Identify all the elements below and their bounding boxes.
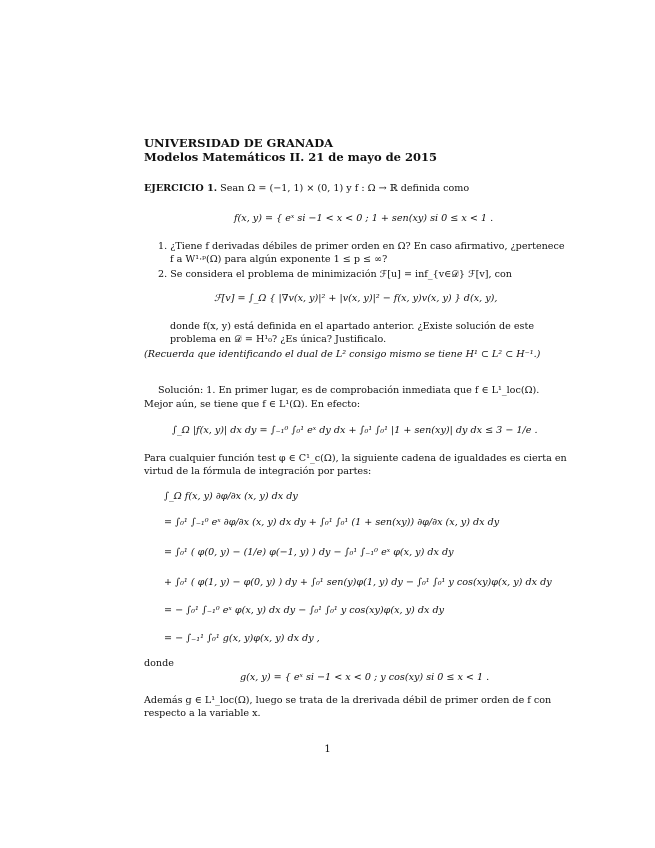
- test-function-line1: Para cualquier función test φ ∈ C¹_c(Ω), la siguiente cadena de igualdades es cierta en: [144, 453, 567, 464]
- l1-estimate-equation: ∫_Ω |f(x, y)| dx dy = ∫₋₁⁰ ∫₀¹ eˣ dy dx + ∫₀¹ ∫₀¹ |1 + sen(xy)| dy dx ≤ 3 − 1/e .: [172, 425, 538, 436]
- chain-line-5: = − ∫₋₁¹ ∫₀¹ g(x, y)φ(x, y) dx dy ,: [164, 633, 320, 644]
- chain-line-3: + ∫₀¹ ( φ(1, y) − φ(0, y) ) dy + ∫₀¹ sen(y)φ(1, y) dy − ∫₀¹ ∫₀¹ y cos(xy)φ(x, y) dx dy: [164, 577, 552, 588]
- chain-line-1: = ∫₀¹ ∫₋₁⁰ eˣ ∂φ/∂x (x, y) dx dy + ∫₀¹ ∫₀¹ (1 + sen(xy)) ∂φ/∂x (x, y) dx dy: [164, 517, 500, 528]
- donde-label: donde: [144, 658, 174, 669]
- final-line1: Además g ∈ L¹_loc(Ω), luego se trata de la drerivada débil de primer orden de f con: [144, 695, 552, 706]
- solution-line1: Solución: 1. En primer lugar, es de comprobación inmediata que f ∈ L¹_loc(Ω).: [158, 385, 540, 396]
- question-1-line2: f a W¹·ᵖ(Ω) para algún exponente 1 ≤ p ≤ ∞?: [170, 254, 388, 265]
- exercise-intro-line: [144, 182, 469, 195]
- chain-line-4: = − ∫₀¹ ∫₋₁⁰ eˣ φ(x, y) dx dy − ∫₀¹ ∫₀¹ y cos(xy)φ(x, y) dx dy: [164, 605, 445, 616]
- definition-g: g(x, y) = { eˣ si −1 < x < 0 ; y cos(xy) si 0 ≤ x < 1 .: [240, 672, 490, 683]
- question-2-line3: problema en 𝒟 = H¹₀? ¿Es única? Justificalo.: [170, 334, 387, 345]
- definition-f: f(x, y) = { eˣ si −1 < x < 0 ; 1 + sen(xy) si 0 ≤ x < 1 .: [234, 213, 494, 224]
- question-2-line2: donde f(x, y) está definida en el apartado anterior. ¿Existe solución de este: [170, 321, 535, 332]
- solution-line2: Mejor aún, se tiene que f ∈ L¹(Ω). En efecto:: [144, 399, 361, 410]
- final-line2: respecto a la variable x.: [144, 708, 261, 719]
- chain-line-2: = ∫₀¹ ( φ(0, y) − (1/e) φ(−1, y) ) dy − ∫₀¹ ∫₋₁⁰ eˣ φ(x, y) dx dy: [164, 547, 454, 558]
- remember-note: (Recuerda que identificando el dual de L² consigo mismo se tiene H¹ ⊂ L² ⊂ H⁻¹.): [144, 349, 541, 360]
- course-date-title: Modelos Matemáticos II. 21 de mayo de 2015: [144, 150, 438, 164]
- university-title: UNIVERSIDAD DE GRANADA: [144, 136, 334, 150]
- question-2-line1: 2. Se considera el problema de minimización ℱ[u] = inf_{v∈𝒟} ℱ[v], con: [158, 269, 512, 280]
- exercise-title: EJERCICIO 1.: [144, 183, 218, 194]
- exercise-intro: Sean Ω = (−1, 1) × (0, 1) y f : Ω → ℝ definida como: [220, 183, 470, 194]
- functional-definition: ℱ[v] = ∫_Ω { |∇v(x, y)|² + |v(x, y)|² − f(x, y)v(x, y) } d(x, y),: [214, 293, 498, 304]
- question-1-line1: 1. ¿Tiene f derivadas débiles de primer orden en Ω? En caso afirmativo, ¿pertenece: [158, 241, 565, 252]
- test-function-line2: virtud de la fórmula de integración por partes:: [144, 466, 372, 477]
- chain-line-0: ∫_Ω f(x, y) ∂φ/∂x (x, y) dx dy: [164, 491, 298, 502]
- page-number: 1: [324, 744, 331, 755]
